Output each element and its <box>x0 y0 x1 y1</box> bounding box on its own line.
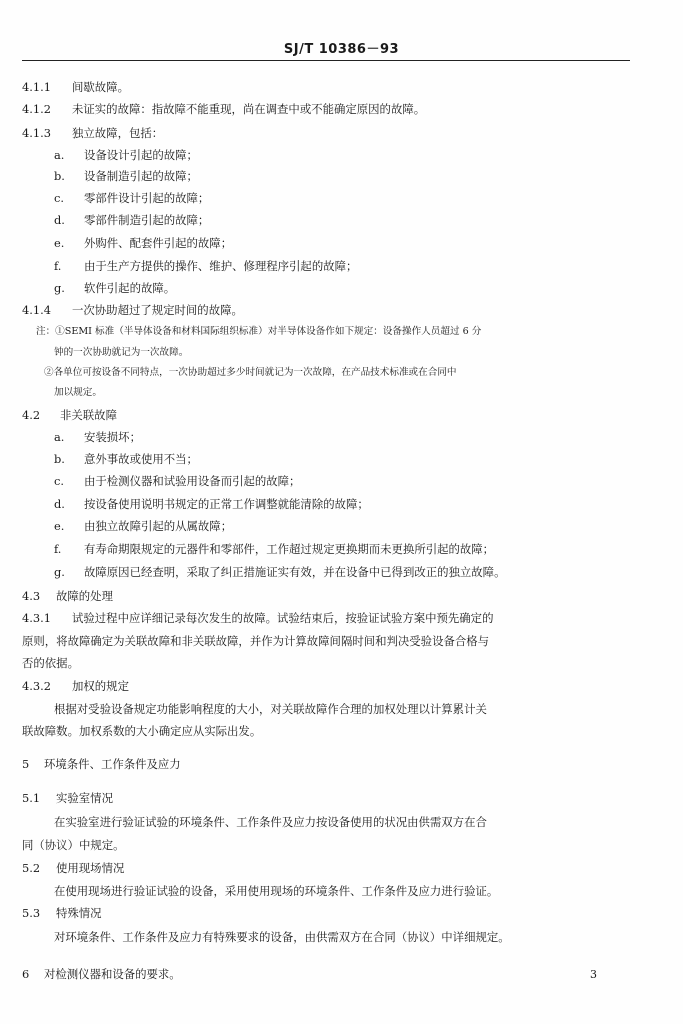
header-rule <box>22 60 630 61</box>
page-number: 3 <box>590 968 597 981</box>
line-number: 4.1.3 <box>22 126 51 140</box>
line-number: c. <box>54 191 65 205</box>
text-line: 由独立故障引起的从属故障； <box>84 519 233 533</box>
text-line: 由于检测仪器和试验用设备而引起的故障； <box>84 474 301 488</box>
text-line: 对检测仪器和设备的要求。 <box>44 967 181 981</box>
text-line: 使用现场情况 <box>56 861 125 875</box>
text-line: 软件引起的故障。 <box>84 281 176 295</box>
text-line: 对环境条件、工作条件及应力有特殊要求的设备，由供需双方在合同（协议）中详细规定。 <box>54 930 510 944</box>
line-number: e. <box>54 519 65 533</box>
note-line: 钟的一次协助就记为一次故障。 <box>54 347 189 358</box>
line-number: f. <box>54 259 62 273</box>
line-number: b. <box>54 452 65 466</box>
text-line: 独立故障，包括： <box>72 126 164 140</box>
text-line: 试验过程中应详细记录每次发生的故障。试验结束后，按验证试验方案中预先确定的 <box>72 611 494 625</box>
text-line: 意外事故或使用不当； <box>84 452 198 466</box>
line-number: a. <box>54 430 65 444</box>
text-line: 有寿命期限规定的元器件和零部件，工作超过规定更换期而未更换所引起的故障； <box>84 542 495 556</box>
line-number: 5.1 <box>22 791 41 805</box>
line-number: d. <box>54 213 65 227</box>
text-line: 未证实的故障：指故障不能重现，尚在调查中或不能确定原因的故障。 <box>72 102 426 116</box>
line-number: 4.1.4 <box>22 303 51 317</box>
line-number: 4.1.1 <box>22 80 51 94</box>
text-line: 在实验室进行验证试验的环境条件、工作条件及应力按设备使用的状况由供需双方在合 <box>54 815 487 829</box>
text-line: 原则，将故障确定为关联故障和非关联故障，并作为计算故障间隔时间和判决受验设备合格与 <box>22 634 490 648</box>
text-line: 在使用现场进行验证试验的设备，采用使用现场的环境条件、工作条件及应力进行验证。 <box>54 884 499 898</box>
line-number: g. <box>54 281 65 295</box>
line-number: 5.3 <box>22 906 41 920</box>
line-number: b. <box>54 169 65 183</box>
note-line: 加以规定。 <box>54 387 102 398</box>
line-number: 5 <box>22 757 30 771</box>
line-number: 4.3 <box>22 589 41 603</box>
text-line: 联故障数。加权系数的大小确定应从实际出发。 <box>22 724 262 738</box>
line-number: a. <box>54 148 65 162</box>
text-line: 非关联故障 <box>60 408 117 422</box>
line-number: 5.2 <box>22 861 41 875</box>
text-line: 环境条件、工作条件及应力 <box>44 757 181 771</box>
text-line: 一次协助超过了规定时间的故障。 <box>72 303 243 317</box>
text-line: 零部件制造引起的故障； <box>84 213 210 227</box>
text-line: 安装损坏； <box>84 430 141 444</box>
text-line: 外购件、配套件引起的故障； <box>84 236 233 250</box>
line-number: 6 <box>22 967 30 981</box>
line-number: e. <box>54 236 65 250</box>
text-line: 设备制造引起的故障； <box>84 169 198 183</box>
line-number: 4.3.2 <box>22 679 51 693</box>
text-line: 故障原因已经查明，采取了纠正措施证实有效，并在设备中已得到改正的独立故障。 <box>84 565 506 579</box>
line-number: 4.3.1 <box>22 611 51 625</box>
line-number: 4.2 <box>22 408 41 422</box>
note-line: ②各单位可按设备不同特点，一次协助超过多少时间就记为一次故障，在产品技术标准或在合同中 <box>44 367 457 378</box>
line-number: d. <box>54 497 65 511</box>
text-line: 根据对受验设备规定功能影响程度的大小，对关联故障作合理的加权处理以计算累计关 <box>54 702 487 716</box>
document-header: SJ/T 10386－93 <box>283 42 400 57</box>
text-line: 按设备使用说明书规定的正常工作调整就能清除的故障； <box>84 497 369 511</box>
line-number: f. <box>54 542 62 556</box>
text-line: 故障的处理 <box>56 589 113 603</box>
text-line: 实验室情况 <box>56 791 113 805</box>
line-number: 4.1.2 <box>22 102 51 116</box>
text-line: 特殊情况 <box>56 906 102 920</box>
text-line: 加权的规定 <box>72 679 129 693</box>
line-number: c. <box>54 474 65 488</box>
text-line: 设备设计引起的故障； <box>84 148 198 162</box>
text-line: 间歇故障。 <box>72 80 129 94</box>
line-number: g. <box>54 565 65 579</box>
text-line: 由于生产方提供的操作、维护、修理程序引起的故障； <box>84 259 358 273</box>
text-line: 同（协议）中规定。 <box>22 838 125 852</box>
note-line: 注：①SEMI 标准（半导体设备和材料国际组织标准）对半导体设备作如下规定：设备操作人员超过 6 分 <box>36 326 482 337</box>
text-line: 否的依据。 <box>22 656 79 670</box>
text-line: 零部件设计引起的故障； <box>84 191 210 205</box>
